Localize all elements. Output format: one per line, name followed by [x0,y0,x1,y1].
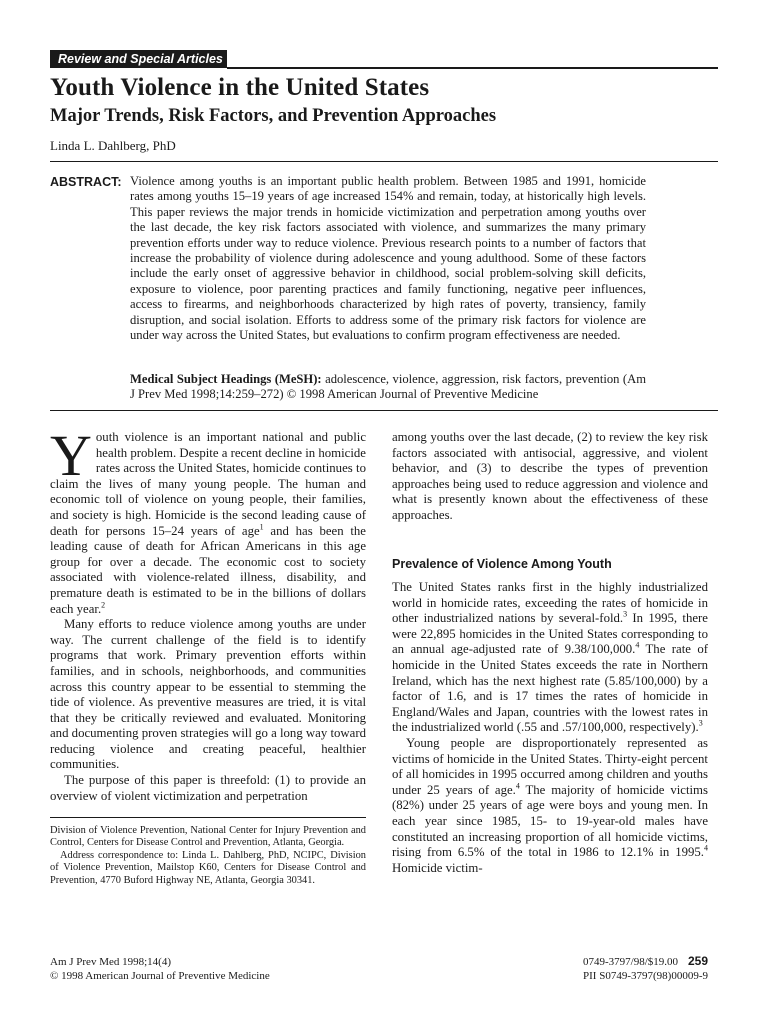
drop-cap: Y [50,423,92,488]
article-subtitle: Major Trends, Risk Factors, and Prevention Approaches [50,106,497,126]
abstract-label: ABSTRACT: [50,175,122,189]
citation: 4 [635,641,640,651]
prevalence-paragraph-2 [392,736,708,876]
citation: 3 [623,609,628,619]
citation: 3 [698,719,703,729]
page-number: 259 [687,954,708,968]
text: The majority of homicide victims (82%) under 25 years of age were boys and young men. In each year since 1985, 15- to 19-year-old males have constituted an increasing proportion of all homicide victims, rising from 6.5% of the total in 1986 to 12.1% in 1995. [392,782,708,860]
text: In 1995, there were 22,895 homicides in the United States corresponding to an annual age-adjusted rate of 9.38/100,000. [392,611,708,657]
mesh-label: Medical Subject Headings (MeSH): [130,372,322,386]
citation: 1 [259,522,264,532]
purpose-paragraph: The purpose of this paper is threefold: (1) to provide an overview of violent victimization and perpetration [50,773,366,803]
abstract-rule [50,410,718,411]
footer-journal: Am J Prev Med 1998;14(4) [50,956,171,968]
prevalence-paragraph-1 [392,580,708,736]
citation: 4 [515,781,520,791]
text: The rate of homicide in the United States exceeds the rate in Northern Ireland, which has the next highest rate (5.85/100,000) by a factor of 1.6, and is 17 times the rates of homicide in England/Wales and Japan, countries with the lowest rates in the industrialized world (.55 and .57/100,000, respectively). [392,642,708,735]
intro-text-b: and has been the leading cause of death for African Americans in this age group for over a decade. The economic cost to society associated with violence-related illness, disability, and premature death is estimated to be in the billions of dollars each year. [50,523,366,616]
intro-paragraph [50,423,366,617]
abstract-text: Violence among youths is an important public health problem. Between 1985 and 1991, homicide rates among youths 15–19 years of age increased 154% and remain, today, at historically high levels. This paper reviews the major trends in homicide victimization and perpetration among youths over the last decade, the key risk factors associated with violence, and summarizes the many primary prevention efforts under way to reduce violence. Previous research points to a number of factors that increase the probability of violence during adolescence and young adulthood. Some of these factors include the early onset of aggressive behavior in childhood, social problem-solving skill deficits, exposure to violence, poor parenting practices and family functioning, negative peer influences, access to firearms, and neighborhoods characterized by high rates of poverty, transiency, family disruption, and social isolation. Efforts to address some of the primary risk factors for violence are under way across the United States, but evaluations to confirm program effectiveness are needed. [130,174,646,343]
footer-price: 0749-3797/98/$19.00 [582,956,678,968]
title-rule [50,161,718,162]
intro-text-a: outh violence is an important national and public health problem. Despite a recent decline in homicide rates across the United States, homicide continues to claim the lives of many young people. The human and economic toll of violence on young people, their families, and society is high. Homicide is the second leading cause of death for persons 15–24 years of age [50,430,366,538]
article-title: Youth Violence in the United States [50,74,430,101]
footer-copyright: © 1998 American Journal of Preventive Medicine [50,970,270,982]
right-column [392,430,708,524]
author: Linda L. Dahlberg, PhD [50,138,176,153]
prevalence-section [392,580,708,876]
mesh-text: adolescence, violence, aggression, risk factors, prevention (Am J Prev Med 1998;14:259–272) © 1998 American Journal of Preventive Medicine [130,372,646,402]
continued-paragraph: among youths over the last decade, (2) to review the key risk factors associated with antisocial, aggressive, and violent behavior, and (3) to describe the types of prevention approaches being used to reduce aggression and violence and what is presently known about the effectiveness of these approaches. [392,430,708,522]
body-paragraph: Many efforts to reduce violence among youths are under way. The current challenge of the field is to identify programs that work. Primary prevention efforts within families, and in schools, neighborhoods, and communities across this country appear to be essential to stemming the tide of violence. As preventive measures are tried, it is vital that they be critically reviewed and evaluated. Monitoring and documenting proven strategies will go a long way toward reducing violence and creating peaceful, healthier communities. [50,617,366,772]
text: The United States ranks first in the highly industrialized world in homicide rates, exceeding the rates of homicide in other industrialized nations by several-fold. [392,580,708,626]
footnote-rule [50,817,366,818]
text: Young people are disproportionately represented as victims of homicide in the United States. Thirty-eight percent of all homicides in 1995 occurred among children and youths under 25 years of age. [392,735,708,797]
correspondence-note: Address correspondence to: Linda L. Dahlberg, PhD, NCIPC, Division of Violence Prevention, Mailstop K60, Centers for Disease Control and Prevention, 4770 Buford Highway NE, Atlanta, Georgia 30341. [50,849,366,886]
affiliation-note: Division of Violence Prevention, National Center for Injury Prevention and Control, Centers for Disease Control and Prevention, Atlanta, Georgia. [50,825,366,849]
header-rule [227,67,718,69]
footnotes [50,825,366,887]
citation: 2 [101,600,106,610]
left-column [50,423,366,804]
section-label: Review and Special Articles [50,50,227,68]
mesh-keywords [130,372,646,403]
footer-pii: PII S0749-3797(98)00009-9 [583,970,708,982]
citation: 4 [704,843,708,853]
text: Homicide victim- [392,860,483,875]
section-heading: Prevalence of Violence Among Youth [392,557,612,571]
